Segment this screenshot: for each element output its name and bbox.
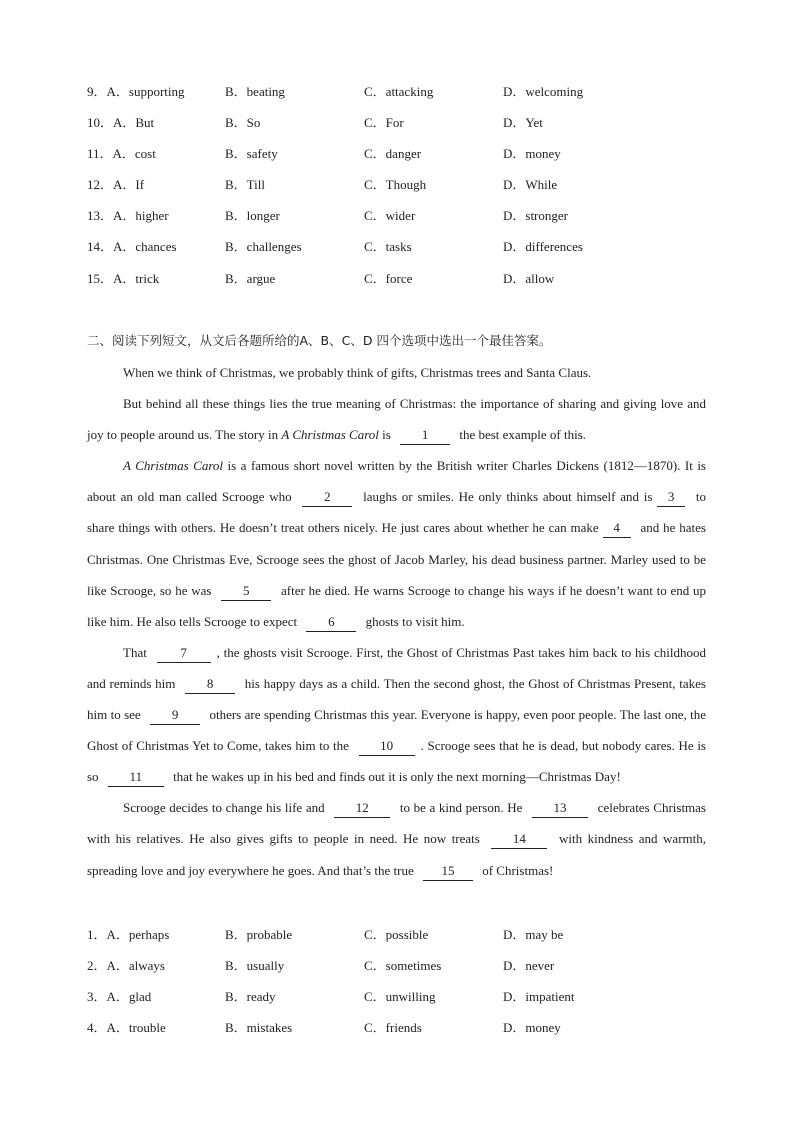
option-d: D．money (503, 1020, 561, 1036)
option-a: 11．A．cost (87, 146, 156, 162)
option-d: D．may be (503, 927, 564, 942)
option-row (87, 138, 727, 169)
options-list-bottom (87, 919, 727, 1043)
blank-11: 11 (108, 768, 164, 787)
option-c: C．danger (364, 146, 422, 162)
blank-3: 3 (657, 488, 685, 507)
blank-4: 4 (603, 519, 631, 538)
option-d: D．money (503, 146, 561, 162)
option-d: D．allow (503, 270, 555, 286)
paragraph: That 7 , the ghosts visit Scrooge. First, the Ghost of Christmas Past takes him back to his childhood and reminds him 8 his happy days as a child. Then the second ghost, the Ghost of Christmas Present, takes him to see 9 others are spending Christmas this year. Everyone is happy, even poor people. The last one, the Ghost of Christmas Yet to Come, takes him to the 10 . Scrooge sees that he is dead, but nobody cares. He is so 11 that he wakes up in his bed and finds out it is only the next morning—Christmas Day! (87, 637, 706, 792)
option-d: D．welcoming (503, 84, 584, 99)
option-b: B．Till (225, 177, 265, 193)
option-c: C．Though (364, 177, 427, 193)
option-a: 10．A．But (87, 115, 155, 131)
paragraph: When we think of Christmas, we probably think of gifts, Christmas trees and Santa Claus. (123, 365, 592, 380)
blank-12: 12 (334, 799, 390, 818)
option-d: D．differences (503, 239, 583, 255)
option-c: C．friends (364, 1020, 422, 1036)
option-c: C．force (364, 270, 413, 286)
option-d: D．stronger (503, 208, 568, 224)
paragraph: Scrooge decides to change his life and 12 to be a kind person. He 13 celebrates Christmas with his relatives. He also gives gifts to people in need. He now treats 14 with kindness and warmth, spreading love and joy everywhere he goes. And that’s the true 15 of Christmas! (87, 792, 706, 885)
option-b: B．argue (225, 270, 276, 286)
option-b: B．So (225, 115, 261, 131)
option-a: 13．A．higher (87, 208, 169, 224)
option-b: B．ready (225, 989, 276, 1005)
option-a: 1．A．perhaps (87, 927, 170, 942)
option-b: B．longer (225, 208, 280, 224)
option-b: B．usually (225, 958, 285, 974)
option-c: C．sometimes (364, 958, 442, 974)
reading-passage (87, 357, 706, 886)
option-c: C．For (364, 115, 404, 131)
option-row (87, 263, 727, 294)
option-row (87, 76, 727, 107)
section-title: 二、阅读下列短文，从文后各题所给的A、B、C、D 四个选项中选出一个最佳答案。 (87, 333, 552, 348)
option-row (87, 919, 727, 950)
option-row (87, 107, 727, 138)
option-b: B．probable (225, 927, 293, 942)
option-a: 3．A．glad (87, 989, 152, 1005)
blank-6: 6 (306, 613, 356, 632)
option-row (87, 981, 727, 1012)
option-c: C．wider (364, 208, 416, 224)
option-a: 9．A．supporting (87, 84, 185, 99)
blank-1: 1 (400, 426, 450, 445)
blank-15: 15 (423, 862, 473, 881)
option-a: 12．A．If (87, 177, 145, 193)
option-c: C．tasks (364, 239, 412, 255)
option-row (87, 1012, 727, 1043)
option-c: C．possible (364, 927, 429, 942)
paragraph: A Christmas Carol is a famous short novel written by the British writer Charles Dickens (1812—1870). It is about an old man called Scrooge who 2 laughs or smiles. He only thinks about himself and is 3 to share things with others. He doesn’t treat others nicely. He just cares about whether he can make 4 and he hates Christmas. One Christmas Eve, Scrooge sees the ghost of Jacob Marley, his dead business partner. Marley used to be like Scrooge, so he was 5 after he died. He warns Scrooge to change his ways if he doesn’t want to end up like him. He also tells Scrooge to expect 6 ghosts to visit him. (87, 450, 706, 637)
option-d: D．Yet (503, 115, 543, 131)
option-b: B．beating (225, 84, 285, 99)
blank-8: 8 (185, 675, 235, 694)
blank-13: 13 (532, 799, 588, 818)
options-list-top (87, 76, 727, 294)
option-a: 15．A．trick (87, 270, 160, 286)
option-c: C．attacking (364, 84, 434, 99)
option-c: C．unwilling (364, 989, 436, 1005)
option-row (87, 950, 727, 981)
blank-7: 7 (157, 644, 211, 663)
book-title: A Christmas Carol (281, 427, 379, 443)
book-title: A Christmas Carol (123, 458, 224, 474)
blank-10: 10 (359, 737, 415, 756)
option-a: 2．A．always (87, 958, 165, 974)
option-row (87, 231, 727, 262)
paragraph: But behind all these things lies the true meaning of Christmas: the importance of sharing and giving love and joy to people around us. The story in A Christmas Carol is 1 the best example of this. (87, 388, 706, 450)
blank-9: 9 (150, 706, 200, 725)
option-b: B．safety (225, 146, 278, 162)
blank-2: 2 (302, 488, 352, 507)
option-row (87, 200, 727, 231)
option-d: D．While (503, 177, 558, 193)
option-a: 14．A．chances (87, 239, 177, 255)
option-b: B．mistakes (225, 1020, 293, 1036)
option-b: B．challenges (225, 239, 302, 255)
option-d: D．impatient (503, 989, 575, 1005)
blank-14: 14 (491, 830, 547, 849)
option-d: D．never (503, 958, 555, 974)
option-row (87, 169, 727, 200)
option-a: 4．A．trouble (87, 1020, 166, 1036)
blank-5: 5 (221, 582, 271, 601)
